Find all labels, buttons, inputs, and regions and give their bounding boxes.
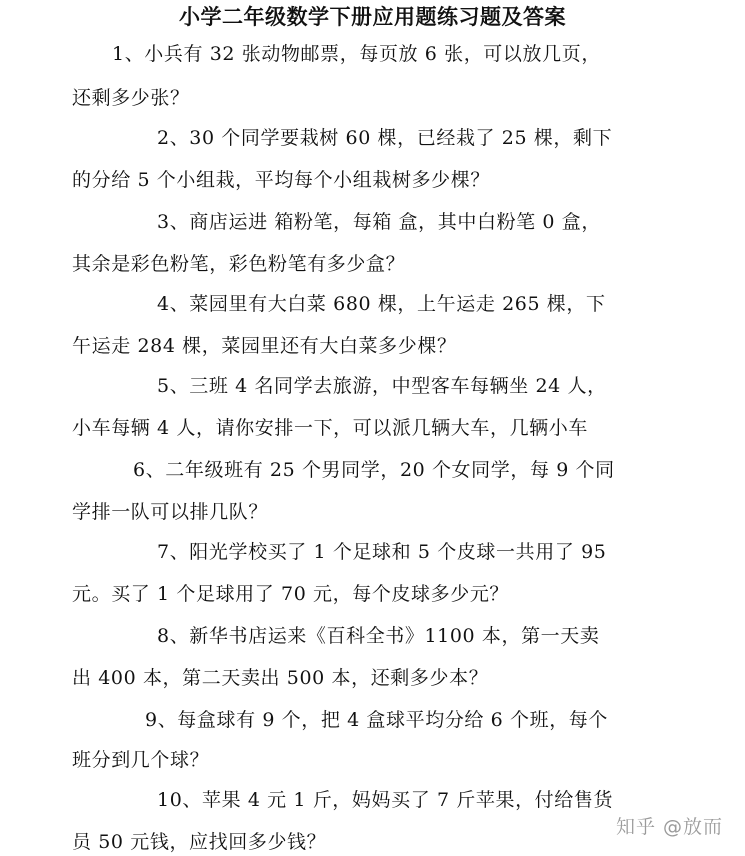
question-2-line-2: 的分给 5 个小组栽，平均每个小组栽树多少棵？ [72,169,490,191]
question-1-line-2: 还剩多少张？ [72,87,190,109]
question-9-line-2: 班分到几个球？ [72,749,210,771]
question-4-line-2: 午运走 284 棵，菜园里还有大白菜多少棵？ [72,335,457,357]
question-8-line-1: 8、新华书店运来《百科全书》1100 本，第一天卖 [157,625,600,647]
question-5-line-2: 小车每辆 4 人，请你安排一下，可以派几辆大车，几辆小车 [72,417,588,439]
question-10-line-2: 员 50 元钱，应找回多少钱？ [72,831,327,853]
question-10-line-1: 10、苹果 4 元 1 斤，妈妈买了 7 斤苹果，付给售货 [157,789,614,811]
watermark: 知乎 @放而 [615,816,723,838]
question-1-line-1: 1、小兵有 32 张动物邮票，每页放 6 张，可以放几页， [112,43,601,65]
question-7-line-2: 元。买了 1 个足球用了 70 元，每个皮球多少元？ [72,583,510,605]
question-8-line-2: 出 400 本，第二天卖出 500 本，还剩多少本？ [72,667,489,689]
question-3-line-1: 3、商店运进 箱粉笔，每箱 盒，其中白粉笔 0 盒， [157,211,601,233]
question-3-line-2: 其余是彩色粉笔，彩色粉笔有多少盒？ [72,253,406,275]
question-5-line-1: 5、三班 4 名同学去旅游，中型客车每辆坐 24 人， [157,375,607,397]
document-title: 小学二年级数学下册应用题练习题及答案 [179,5,566,29]
question-6-line-2: 学排一队可以排几队？ [72,501,269,523]
question-4-line-1: 4、菜园里有大白菜 680 棵，上午运走 265 棵，下 [157,293,606,315]
question-2-line-1: 2、30 个同学要栽树 60 棵，已经栽了 25 棵，剩下 [157,127,613,149]
question-9-line-1: 9、每盒球有 9 个，把 4 盒球平均分给 6 个班，每个 [145,709,608,731]
question-7-line-1: 7、阳光学校买了 1 个足球和 5 个皮球一共用了 95 [157,541,607,563]
question-6-line-1: 6、二年级班有 25 个男同学，20 个女同学，每 9 个同 [133,459,615,481]
